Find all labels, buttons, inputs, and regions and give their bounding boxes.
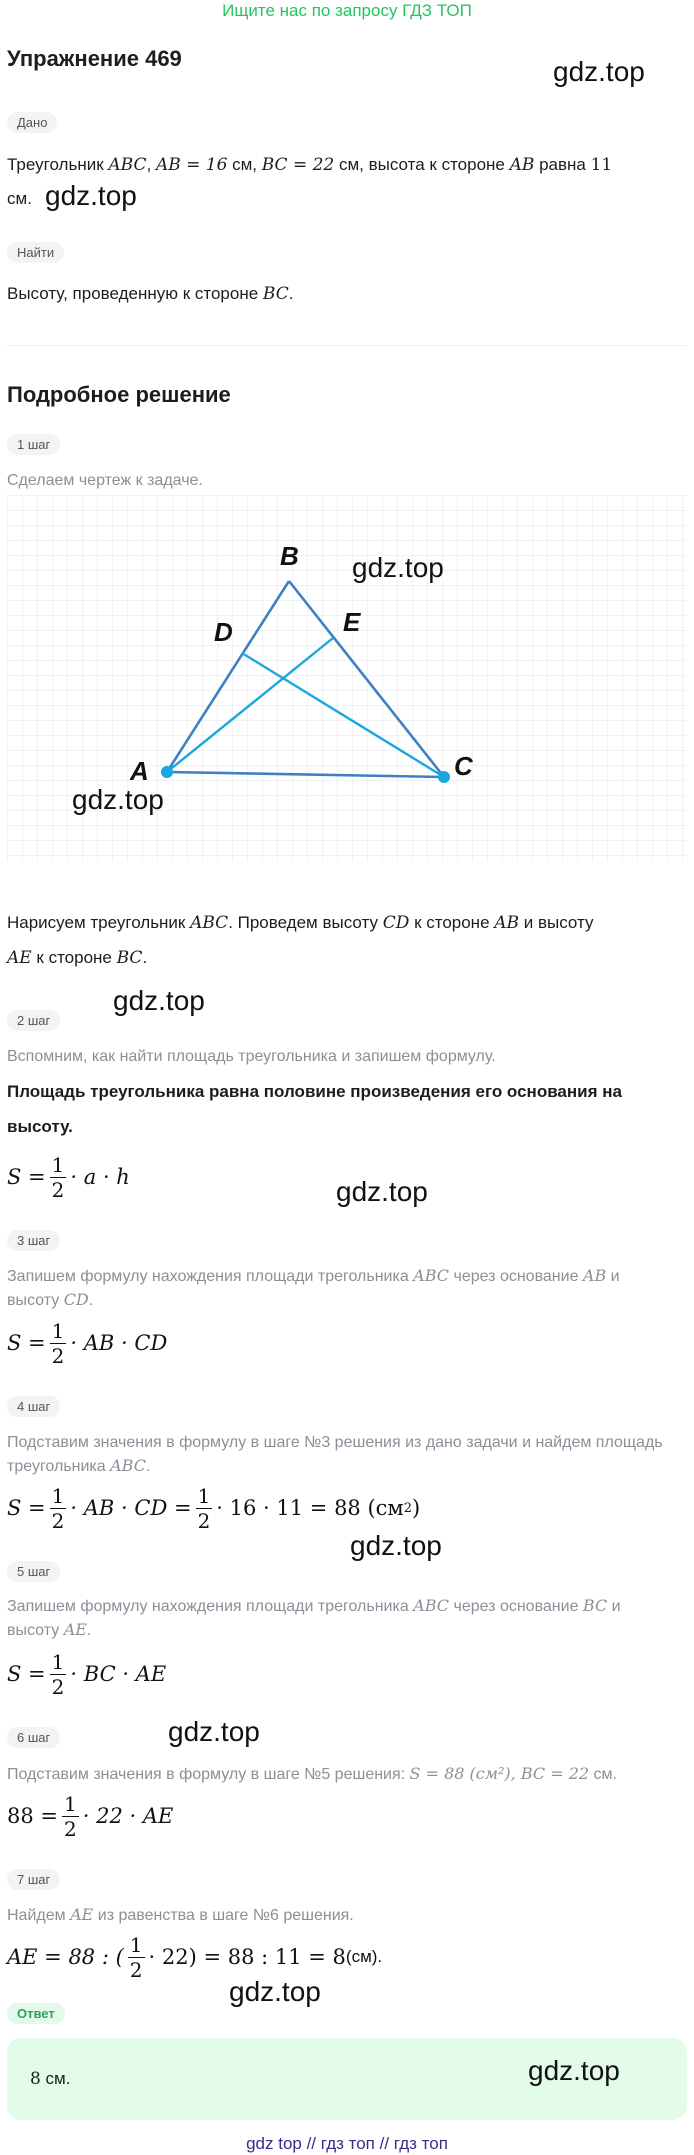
step7-text bbox=[7, 1903, 354, 1927]
frac-den: 2 bbox=[51, 1674, 65, 1699]
f4-sup: 2 bbox=[403, 1500, 413, 1516]
f3-right: · AB · CD bbox=[70, 1331, 168, 1355]
f7-left: AE = 88 : ( bbox=[7, 1945, 124, 1969]
s4-text-1: Подставим значения в формулу в шаге №3 решения из дано задачи и найдем площадь bbox=[7, 1434, 663, 1451]
given-badge: Дано bbox=[7, 112, 57, 133]
find-text bbox=[7, 277, 293, 311]
answer-value: 8 bbox=[30, 2069, 41, 2089]
given-math-4: AB bbox=[509, 155, 535, 175]
frac-num: 1 bbox=[197, 1483, 211, 1508]
fraction bbox=[50, 1484, 67, 1533]
formula-6 bbox=[7, 1789, 173, 1843]
f7-right: · 22) = 88 : 11 = 8 bbox=[148, 1945, 346, 1969]
s1b-text-4: и высоту bbox=[519, 913, 594, 932]
label-a: A bbox=[130, 756, 149, 786]
watermark: gdz.top bbox=[350, 1530, 442, 1561]
s3-text-2: через основание bbox=[449, 1268, 583, 1285]
s5-text-1: Запишем формулу нахождения площади трегольника bbox=[7, 1598, 414, 1615]
frac-den: 2 bbox=[51, 1343, 65, 1368]
given-text-4: см, высота к стороне bbox=[334, 155, 510, 174]
watermark: gdz.top bbox=[229, 1976, 321, 2007]
f4-left: S = bbox=[7, 1496, 46, 1520]
s5-text-4: высоту bbox=[7, 1622, 64, 1639]
answer-badge: Ответ bbox=[7, 2003, 65, 2024]
given-text-1: Треугольник bbox=[7, 155, 109, 174]
step2-bold-1: Площадь треугольника равна половине произведения его основания на bbox=[7, 1082, 622, 1101]
s1b-text-5: к стороне bbox=[31, 948, 117, 967]
find-math-1: BC bbox=[262, 284, 289, 304]
given-math-1: ABC bbox=[108, 155, 147, 175]
watermark: gdz.top bbox=[113, 985, 205, 1016]
s1b-math-1: ABC bbox=[190, 913, 229, 933]
f6-left: 88 = bbox=[7, 1804, 58, 1828]
s1b-text-6: . bbox=[142, 948, 148, 967]
watermark: gdz.top bbox=[553, 56, 645, 87]
s6-text-1: Подставим значения в формулу в шаге №5 решения: bbox=[7, 1766, 410, 1783]
watermark: gdz.top bbox=[336, 1176, 428, 1207]
s3-text-5: . bbox=[88, 1292, 94, 1309]
frac-num: 1 bbox=[51, 1318, 65, 1343]
f6-right: · 22 · AE bbox=[82, 1804, 174, 1828]
s6-math-1: S = 88 (см²), BC = 22 bbox=[409, 1764, 590, 1783]
s1b-text-2: . Проведем высоту bbox=[228, 913, 383, 932]
s1b-math-4: AE bbox=[7, 948, 32, 968]
watermark: gdz.top bbox=[352, 552, 444, 583]
find-text-2: . bbox=[288, 284, 294, 303]
s5-math-3: AE bbox=[63, 1620, 87, 1639]
s3-text-1: Запишем формулу нахождения площади трегольника bbox=[7, 1268, 414, 1285]
step1-explanation-2 bbox=[7, 941, 147, 975]
label-b: B bbox=[280, 541, 299, 571]
given-text bbox=[7, 148, 687, 182]
frac-num: 1 bbox=[129, 1932, 143, 1957]
formula-7 bbox=[7, 1930, 382, 1984]
frac-den: 2 bbox=[129, 1957, 143, 1982]
f5-left: S = bbox=[7, 1662, 46, 1686]
f4-mid: · AB · CD = bbox=[70, 1496, 192, 1520]
point-a bbox=[161, 766, 173, 778]
step1-explanation bbox=[7, 906, 687, 940]
watermark: gdz.top bbox=[72, 784, 164, 815]
fraction bbox=[62, 1792, 79, 1841]
point-c bbox=[438, 771, 450, 783]
search-banner[interactable]: Ищите нас по запросу ГДЗ ТОП bbox=[222, 1, 472, 20]
step2-bold-2: высоту. bbox=[7, 1117, 73, 1136]
given-text-3: см, bbox=[227, 155, 262, 174]
step5-badge: 5 шаг bbox=[7, 1561, 60, 1582]
s1b-text-1: Нарисуем треугольник bbox=[7, 913, 191, 932]
answer-unit: см. bbox=[40, 2069, 71, 2088]
given-text-5: равна bbox=[534, 155, 591, 174]
fraction bbox=[196, 1484, 213, 1533]
watermark: gdz.top bbox=[528, 2055, 620, 2086]
f5-right: · BC · AE bbox=[70, 1662, 167, 1686]
step1-text: Сделаем чертеж к задаче. bbox=[7, 472, 203, 489]
fraction bbox=[50, 1319, 67, 1368]
step7-badge: 7 шаг bbox=[7, 1869, 60, 1890]
formula-5 bbox=[7, 1647, 166, 1701]
frac-num: 1 bbox=[51, 1152, 65, 1177]
s5-text-5: . bbox=[86, 1622, 92, 1639]
frac-den: 2 bbox=[197, 1508, 211, 1533]
label-e: E bbox=[343, 607, 361, 637]
f4-right: · 16 · 11 = 88 (см bbox=[216, 1496, 404, 1520]
s4-text-3: . bbox=[145, 1458, 151, 1475]
s5-math-1: ABC bbox=[413, 1596, 450, 1615]
page-title: Упражнение 469 bbox=[7, 46, 182, 71]
find-text-1: Высоту, проведенную к стороне bbox=[7, 284, 263, 303]
fraction bbox=[50, 1650, 67, 1699]
divider bbox=[7, 345, 687, 346]
s5-text-2: через основание bbox=[449, 1598, 583, 1615]
s7-text-1: Найдем bbox=[7, 1907, 71, 1924]
s5-text-3: и bbox=[607, 1598, 621, 1615]
s4-text-2: треугольника bbox=[7, 1458, 111, 1475]
s3-math-3: CD bbox=[63, 1290, 89, 1309]
watermark: gdz.top bbox=[168, 1716, 260, 1747]
step3-text bbox=[7, 1264, 687, 1312]
step6-text bbox=[7, 1762, 687, 1786]
step6-badge: 6 шаг bbox=[7, 1727, 60, 1748]
given-text-end: см. bbox=[7, 189, 32, 208]
given-math-2: AB = 16 bbox=[155, 155, 228, 175]
footer-links[interactable]: gdz top // гдз топ // гдз топ bbox=[246, 2134, 448, 2153]
label-d: D bbox=[214, 617, 233, 647]
frac-num: 1 bbox=[64, 1791, 77, 1816]
frac-num: 1 bbox=[51, 1483, 65, 1508]
s4-math-1: ABC bbox=[110, 1456, 146, 1475]
fraction bbox=[50, 1153, 67, 1202]
step1-badge: 1 шаг bbox=[7, 434, 60, 455]
step5-text bbox=[7, 1594, 687, 1642]
s1b-text-3: к стороне bbox=[409, 913, 495, 932]
find-badge: Найти bbox=[7, 242, 64, 263]
s6-text-2: см. bbox=[589, 1766, 617, 1783]
frac-num: 1 bbox=[51, 1649, 65, 1674]
s3-text-4: высоту bbox=[7, 1292, 64, 1309]
given-text-2: , bbox=[146, 155, 156, 174]
step3-badge: 3 шаг bbox=[7, 1230, 60, 1251]
s3-text-3: и bbox=[606, 1268, 620, 1285]
given-math-3: BC = 22 bbox=[261, 155, 335, 175]
s1b-math-3: AB bbox=[494, 913, 520, 933]
step2-badge: 2 шаг bbox=[7, 1010, 60, 1031]
s5-math-2: BC bbox=[582, 1596, 608, 1615]
s3-math-2: AB bbox=[582, 1266, 607, 1285]
s7-text-2: из равенства в шаге №6 решения. bbox=[93, 1907, 354, 1924]
s1b-math-2: CD bbox=[382, 913, 410, 933]
formula-4 bbox=[7, 1481, 420, 1535]
step2-text: Вспомним, как найти площадь треугольника и запишем формулу. bbox=[7, 1048, 496, 1065]
formula-2 bbox=[7, 1150, 130, 1204]
answer-text bbox=[30, 2062, 70, 2096]
f4-end: ) bbox=[412, 1496, 421, 1520]
f2-right: · a · h bbox=[70, 1165, 130, 1189]
frac-den: 2 bbox=[64, 1816, 77, 1841]
frac-den: 2 bbox=[51, 1177, 65, 1202]
fraction bbox=[128, 1933, 145, 1982]
solution-title: Подробное решение bbox=[7, 382, 231, 407]
given-math-5: 11 bbox=[590, 155, 613, 175]
step4-badge: 4 шаг bbox=[7, 1396, 60, 1417]
watermark: gdz.top bbox=[45, 180, 137, 211]
s1b-math-5: BC bbox=[116, 948, 143, 968]
formula-3 bbox=[7, 1316, 167, 1370]
s3-math-1: ABC bbox=[413, 1266, 450, 1285]
f3-left: S = bbox=[7, 1331, 46, 1355]
s7-math-1: AE bbox=[70, 1905, 94, 1924]
f7-unit: (см). bbox=[345, 1947, 383, 1966]
f2-left: S = bbox=[7, 1165, 46, 1189]
step4-text bbox=[7, 1431, 687, 1478]
frac-den: 2 bbox=[51, 1508, 65, 1533]
label-c: C bbox=[454, 751, 473, 781]
